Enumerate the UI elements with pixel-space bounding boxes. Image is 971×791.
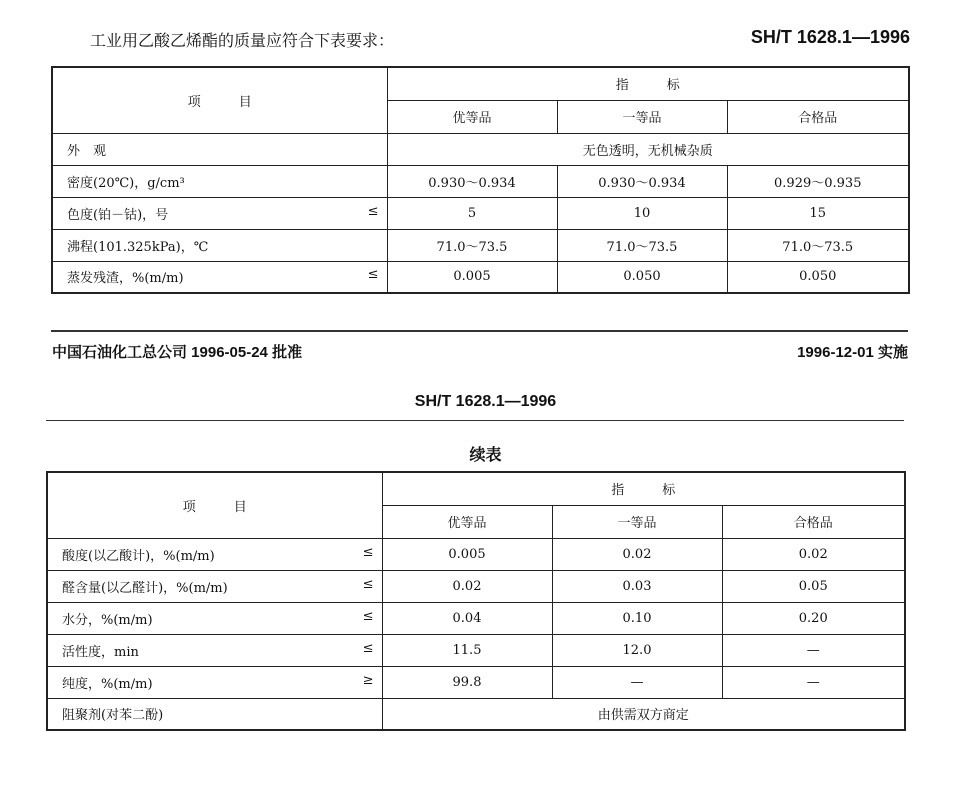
index-header: 指 标: [382, 472, 905, 505]
table-row: [47, 634, 905, 666]
row-value: 10: [557, 197, 727, 229]
row-label: 水分，%(m/m) ≤: [47, 602, 382, 634]
row-label: 外 观: [52, 133, 387, 165]
row-label: 活性度，min ≤: [47, 634, 382, 666]
footer-rule: [51, 330, 908, 332]
table-row: [52, 261, 909, 293]
grade-header: 一等品: [557, 100, 727, 133]
quality-table-continued: [46, 471, 906, 731]
row-value: 0.03: [552, 570, 722, 602]
row-value: 0.10: [552, 602, 722, 634]
grade-header: 优等品: [382, 505, 552, 538]
grade-header: 合格品: [722, 505, 905, 538]
row-value: 0.930～0.934: [557, 165, 727, 197]
row-value: 0.929～0.935: [727, 165, 909, 197]
row-value: 由供需双方商定: [382, 698, 905, 730]
grade-header: 优等品: [387, 100, 557, 133]
row-value: 0.930～0.934: [387, 165, 557, 197]
quality-table: [51, 66, 910, 294]
row-value: 0.050: [727, 261, 909, 293]
table-row: [47, 570, 905, 602]
issuer-text: 中国石油化工总公司 1996-05-24 批准: [52, 344, 303, 361]
row-value: 0.02: [382, 570, 552, 602]
row-label: 密度(20℃)，g/cm³: [52, 165, 387, 197]
row-value: —: [552, 666, 722, 698]
item-header: 项 目: [47, 472, 382, 538]
row-value: 0.05: [722, 570, 905, 602]
continued-caption: 续表: [469, 445, 502, 464]
row-value: 0.02: [722, 538, 905, 570]
row-value: 0.04: [382, 602, 552, 634]
row-label: 纯度，%(m/m) ≥: [47, 666, 382, 698]
page-header-standard: SH/T 1628.1—1996: [414, 393, 557, 410]
table-row: [52, 165, 909, 197]
row-value: —: [722, 666, 905, 698]
standard-number: SH/T 1628.1—1996: [750, 27, 910, 47]
table-row: [47, 602, 905, 634]
table-row: [47, 698, 905, 730]
row-label: 醛含量(以乙醛计)，%(m/m) ≤: [47, 570, 382, 602]
row-value: 0.005: [387, 261, 557, 293]
row-label: 酸度(以乙酸计)，%(m/m) ≤: [47, 538, 382, 570]
row-value: 11.5: [382, 634, 552, 666]
effective-date: 1996-12-01 实施: [797, 344, 908, 361]
grade-header: 一等品: [552, 505, 722, 538]
row-value: —: [722, 634, 905, 666]
table-row: [47, 666, 905, 698]
table-row: [47, 538, 905, 570]
index-header: 指 标: [387, 67, 909, 100]
row-value: 15: [727, 197, 909, 229]
row-value: 无色透明，无机械杂质: [387, 133, 909, 165]
table-row: [52, 197, 909, 229]
row-value: 0.005: [382, 538, 552, 570]
page-header-rule: [46, 420, 904, 421]
row-label: 阻聚剂(对苯二酚): [47, 698, 382, 730]
row-label: 沸程(101.325kPa)，℃: [52, 229, 387, 261]
row-value: 5: [387, 197, 557, 229]
row-value: 0.050: [557, 261, 727, 293]
row-label: 色度(铂－钴)，号 ≤: [52, 197, 387, 229]
row-value: 71.0～73.5: [387, 229, 557, 261]
table-row: [52, 229, 909, 261]
item-header: 项 目: [52, 67, 387, 133]
row-value: 0.02: [552, 538, 722, 570]
row-value: 99.8: [382, 666, 552, 698]
table-row: [52, 133, 909, 165]
row-label: 蒸发残渣，%(m/m) ≤: [52, 261, 387, 293]
row-value: 0.20: [722, 602, 905, 634]
row-value: 12.0: [552, 634, 722, 666]
grade-header: 合格品: [727, 100, 909, 133]
intro-text: 工业用乙酸乙烯酯的质量应符合下表要求：: [90, 31, 395, 50]
row-value: 71.0～73.5: [557, 229, 727, 261]
row-value: 71.0～73.5: [727, 229, 909, 261]
